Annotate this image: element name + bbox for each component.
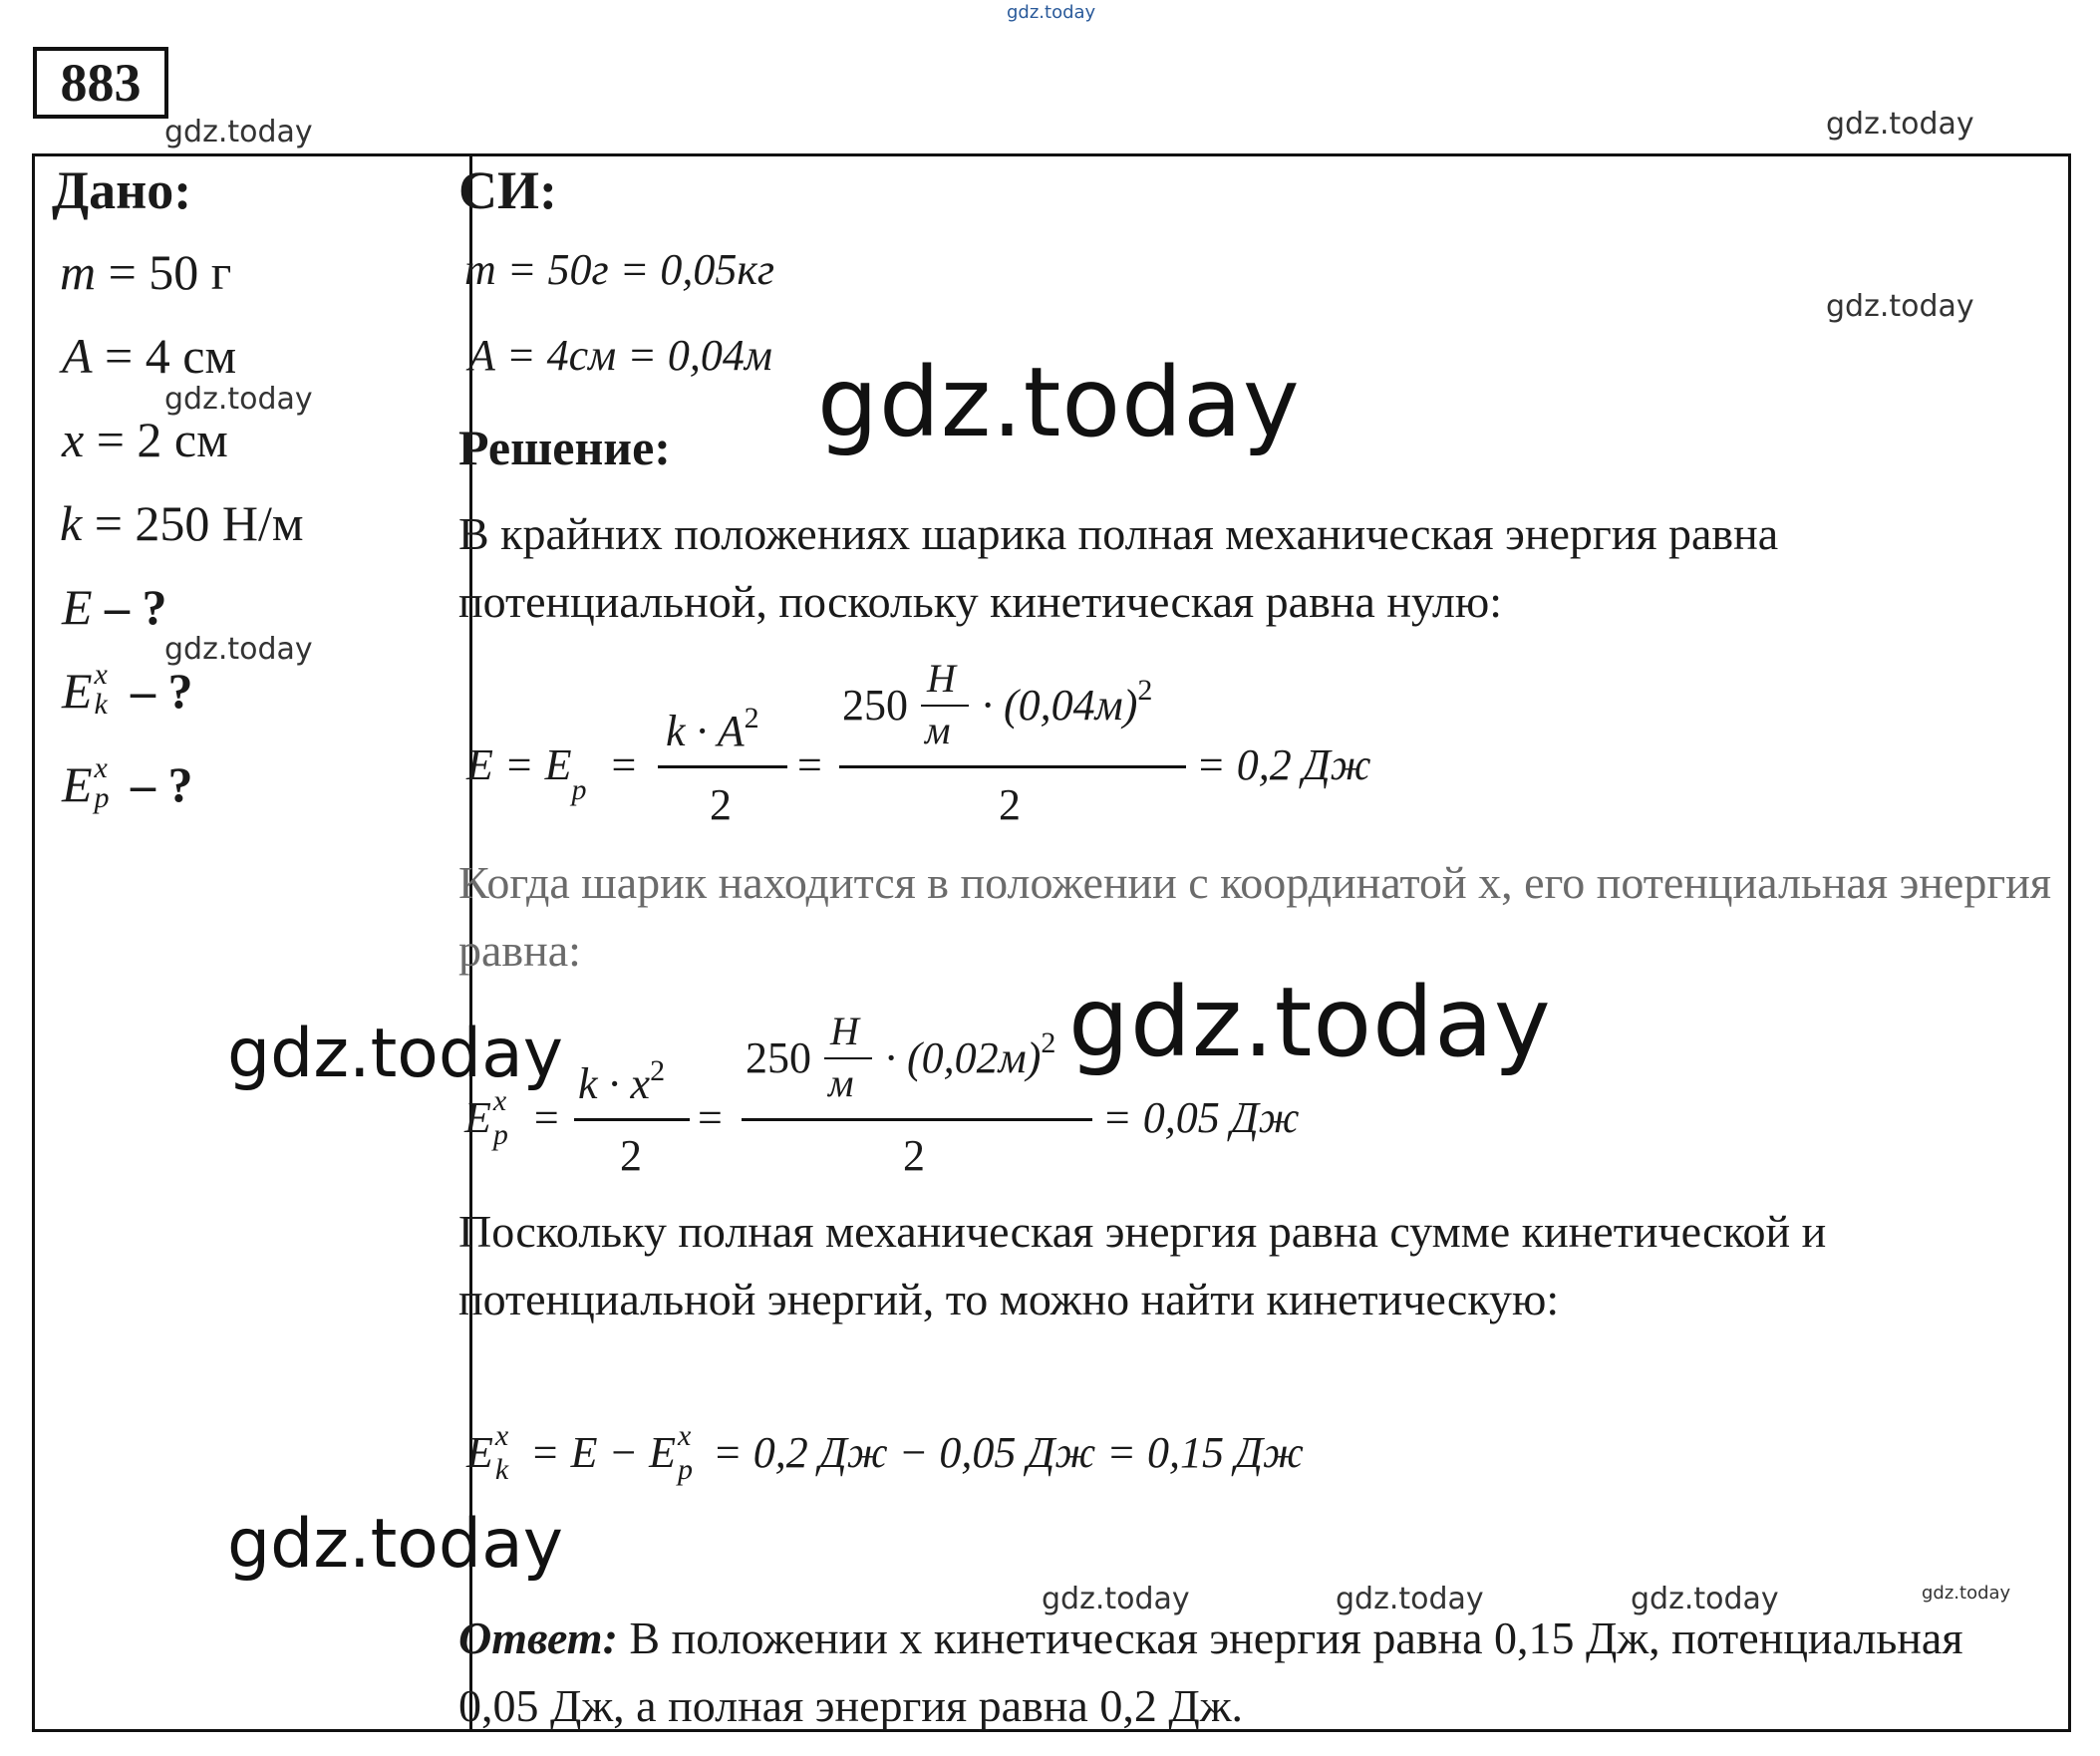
formula1-eq2: = — [797, 740, 822, 789]
formula2-result: = 0,05 Дж — [1102, 1093, 1300, 1142]
given-amplitude: A = 4 см — [62, 328, 237, 384]
answer-text: В положении x кинетическая энергия равна 0,15 Дж, потенциальная 0,05 Дж, а полная энергия равна 0,2 Дж. — [458, 1612, 1963, 1731]
watermark: gdz.today — [1336, 1582, 1484, 1616]
si-mass-conversion: m = 50г = 0,05кг — [464, 245, 775, 294]
formula-kinetic-energy: E x k = E − E x p = 0,2 Дж − 0,05 Дж = 0,15 Дж — [466, 1419, 1304, 1486]
formula1-frac2-den: 2 — [999, 780, 1021, 829]
watermark: gdz.today — [1922, 1583, 2011, 1604]
watermark-medium: gdz.today — [227, 1015, 563, 1093]
watermark: gdz.today — [1826, 107, 1974, 142]
given-stiffness: k = 250 Н/м — [60, 495, 304, 551]
solution-heading: Решение: — [458, 420, 671, 475]
answer — [458, 1605, 2053, 1740]
watermark: gdz.today — [164, 115, 313, 149]
given-mass: m = 50 г — [60, 244, 232, 300]
formula1-frac1-num: $k \cdot A^2$ — [666, 702, 759, 755]
given-heading: Дано: — [52, 160, 192, 220]
watermark: gdz.today — [164, 632, 313, 667]
formula1-lhs: $E = E_p$ = — [466, 740, 637, 806]
given-find-energy: E – ? — [62, 579, 167, 635]
problem-number: 883 — [33, 47, 168, 119]
watermark: gdz.today — [1826, 289, 1974, 324]
formula2-frac1-den: 2 — [620, 1131, 642, 1180]
formula2-frac2-num: 250 Н м · $(0,02м)^2$ — [746, 1008, 1056, 1105]
formula2-frac2-den: 2 — [903, 1131, 925, 1180]
given-find-kinetic: E x k – ? — [62, 658, 193, 721]
formula2-lhs: E x p = — [464, 1084, 559, 1151]
formula1-result: = 0,2 Дж — [1196, 740, 1371, 789]
watermark: gdz.today — [164, 382, 313, 417]
given-find-potential: E x p – ? — [62, 751, 193, 814]
answer-label: Ответ: — [458, 1612, 618, 1663]
watermark: gdz.today — [1042, 1582, 1190, 1616]
formula1-frac1-den: 2 — [710, 780, 732, 829]
formula1-frac2-num: 250 Н м · $(0,04м)^2$ — [842, 655, 1153, 752]
given-coordinate: x = 2 см — [62, 412, 228, 467]
si-amplitude-conversion: A = 4см = 0,04м — [468, 331, 772, 380]
watermark-medium: gdz.today — [227, 1505, 563, 1584]
watermark-top: gdz.today — [1007, 2, 1096, 23]
solution-paragraph-2: Когда шарик находится в положении с координатой x, его потенциальная энергия равна: — [458, 857, 2051, 976]
watermark: gdz.today — [1631, 1582, 1779, 1616]
solution-paragraph-3: Поскольку полная механическая энергия равна сумме кинетической и потенциальной энергий, то можно найти кинетическую: — [458, 1206, 1827, 1324]
si-heading: СИ: — [458, 160, 557, 220]
watermark-large: gdz.today — [817, 347, 1301, 458]
formula2-frac1-num: $k \cdot x^2$ — [578, 1054, 666, 1108]
watermark-large: gdz.today — [1068, 967, 1552, 1078]
solution-paragraph-1: В крайних положениях шарика полная механическая энергия равна потенциальной, поскольку кинетическая равна нулю: — [458, 508, 1779, 627]
